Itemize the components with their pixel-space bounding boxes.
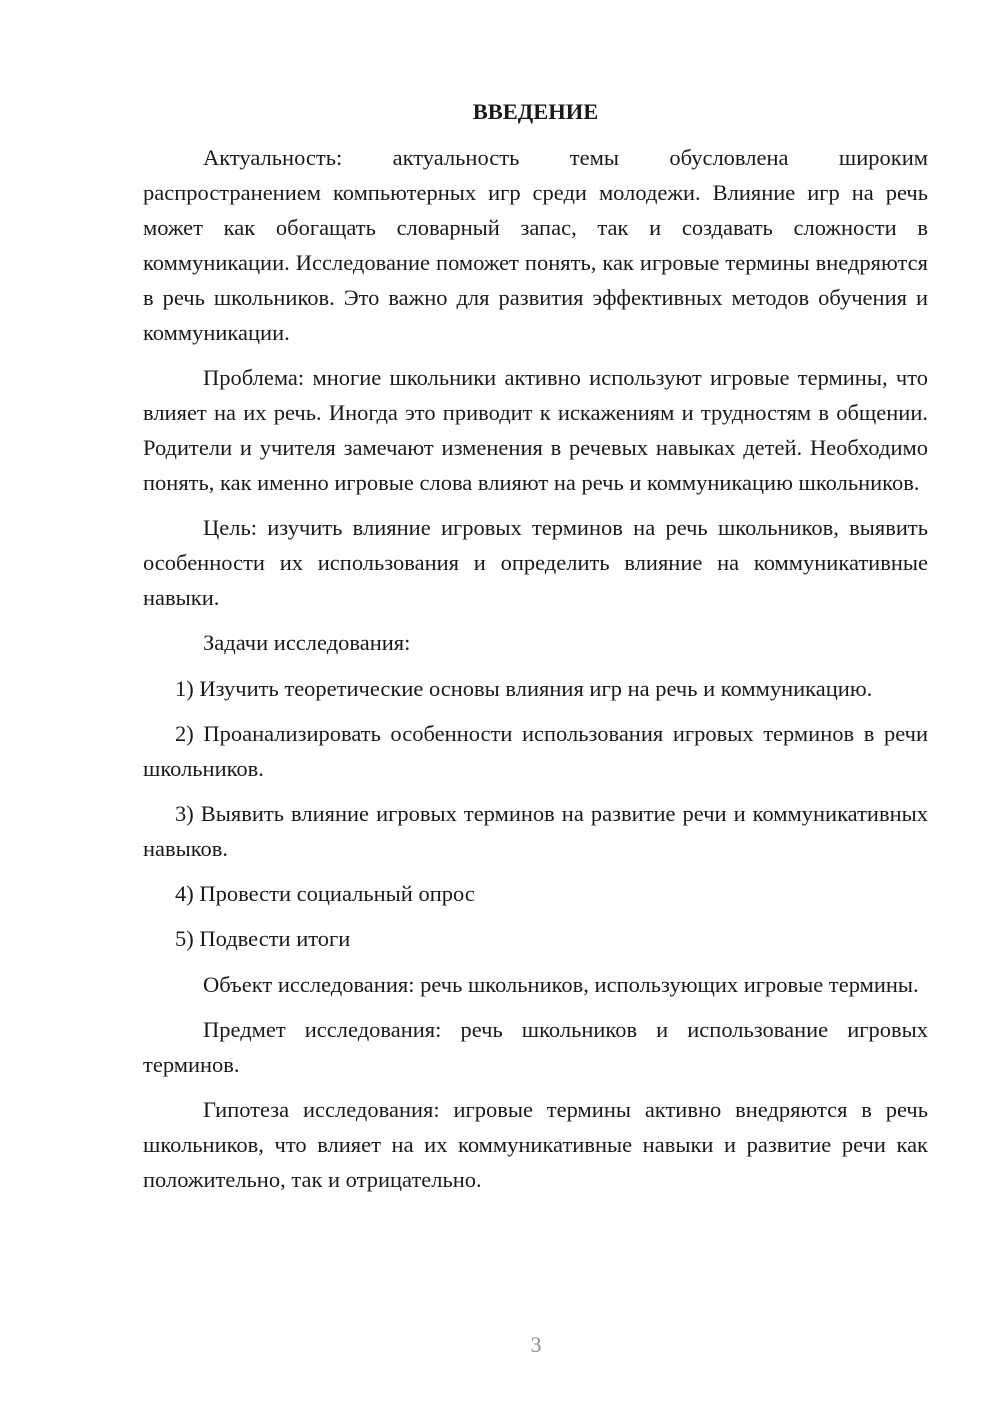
list-item: 3) Выявить влияние игровых терминов на развитие речи и коммуникативных навыков. bbox=[143, 801, 928, 861]
list-item: 4) Провести социальный опрос bbox=[175, 881, 475, 906]
list-item: 1) Изучить теоретические основы влияния игр на речь и коммуникацию. bbox=[175, 676, 873, 701]
list-item: 2) Проанализировать особенности использования игровых терминов в речи школьников. bbox=[143, 721, 928, 781]
paragraph-subject: Предмет исследования: речь школьников и использование игровых терминов. bbox=[143, 1017, 928, 1077]
list-item: 5) Подвести итоги bbox=[175, 926, 351, 951]
paragraph-relevance: Актуальность: актуальность темы обусловлена широким распространением компьютерных игр среди молодежи. Влияние игр на речь может как обогащать словарный запас, так и создавать сложности в коммуникации. Исследование поможет понять, как игровые термины внедряются в речь школьников. Это важно для развития эффективных методов обучения и коммуникации. bbox=[143, 145, 928, 345]
tasks-heading: Задачи исследования: bbox=[203, 630, 411, 655]
page-number: 3 bbox=[530, 1332, 542, 1357]
paragraph-object: Объект исследования: речь школьников, использующих игровые термины. bbox=[203, 972, 919, 997]
paragraph-problem: Проблема: многие школьники активно используют игровые термины, что влияет на их речь. Иногда это приводит к искажениям и трудностям в общении. Родители и учителя замечают изменения в речевых навыках детей. Необходимо понять, как именно игровые слова влияют на речь и коммуникацию школьников. bbox=[143, 365, 928, 495]
paragraph-hypothesis: Гипотеза исследования: игровые термины активно внедряются в речь школьников, что влияет на их коммуникативные навыки и развитие речи как положительно, так и отрицательно. bbox=[143, 1097, 928, 1192]
document-page bbox=[143, 96, 928, 1207]
tasks-list bbox=[143, 671, 928, 956]
page-title: ВВЕДЕНИЕ bbox=[472, 99, 599, 124]
paragraph-goal: Цель: изучить влияние игровых терминов на речь школьников, выявить особенности их использования и определить влияние на коммуникативные навыки. bbox=[143, 515, 928, 610]
